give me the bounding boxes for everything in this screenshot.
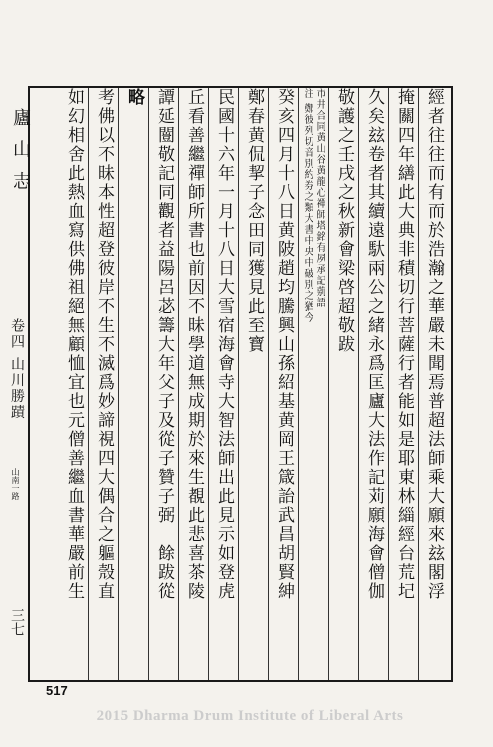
column-rule: [148, 88, 149, 680]
text-column-8: 丘看善繼禪師所書也前因不昧學道無成期於來生覩此悲喜茶陵: [184, 88, 204, 601]
column-rule: [418, 88, 419, 680]
column-rule: [328, 88, 329, 680]
folio-number: 三七: [9, 608, 25, 636]
column-rule: [208, 88, 209, 680]
text-column-7: 民國十六年一月十八日大雪宿海會寺大智法師出此見示如登虎: [214, 88, 234, 601]
column-rule: [298, 88, 299, 680]
text-column-1: 經者往往而有而於浩瀚之華嚴未聞焉普超法師乘大願來玆閣浮: [424, 88, 444, 601]
text-column-2: 掩關四年繕此大典非積切行菩薩行者能如是耶東林緇經台荒圮: [394, 88, 414, 601]
page-frame: [9, 86, 453, 682]
page-number: 517: [46, 683, 68, 698]
note-column-2: 市井合同黄山谷黄龍心禪師塔銘有夙承記莂語: [314, 88, 325, 308]
text-column-9: 譚延闓敬記同觀者益陽呂苾籌大年父子及從子贊子弼 餘跋從: [154, 88, 174, 601]
text-column-6: 鄭春黄侃挈子念田同獲見此至寶: [244, 88, 264, 354]
text-column-5: 癸亥四月十八日黄陂趙均騰興山孫紹基黄岡王箴詒武昌胡賢紳: [274, 88, 294, 601]
sub-section-label: 山南一路: [11, 468, 20, 500]
text-column-4: 敬護之壬戌之秋新會梁啓超敬跋: [334, 88, 354, 354]
book-title: 廬 山 志: [10, 108, 31, 194]
section-label: 山川勝蹟: [9, 356, 25, 421]
column-rule: [88, 88, 89, 680]
copyright-notice: 2015 Dharma Drum Institute of Liberal Arts: [96, 708, 404, 724]
column-rule: [388, 88, 389, 680]
column-rule: [178, 88, 179, 680]
text-column-12: 如幻相舍此熱血寫供佛祖絕無顧恤宜也元僧善繼血書華嚴前生: [64, 88, 84, 601]
text-column-3: 久矣玆卷者其續遠馱兩公之緒永爲匡廬大法作記苅願海會僧伽: [364, 88, 384, 601]
text-column-11: 考佛以不昧本性超登彼岸不生不滅爲妙諦視四大偶合之軀殼直: [94, 88, 114, 601]
margin-gutter: [4, 88, 30, 680]
column-rule: [358, 88, 359, 680]
note-column-1: 注 鄭彼列切音別約券之類大書中央中破別之猶今: [302, 88, 313, 324]
column-rule: [268, 88, 269, 680]
section-title: [7, 318, 27, 420]
text-column-10: 略: [124, 88, 144, 107]
column-rule: [118, 88, 119, 680]
column-rule: [238, 88, 239, 680]
volume-label: 卷四: [9, 318, 25, 350]
